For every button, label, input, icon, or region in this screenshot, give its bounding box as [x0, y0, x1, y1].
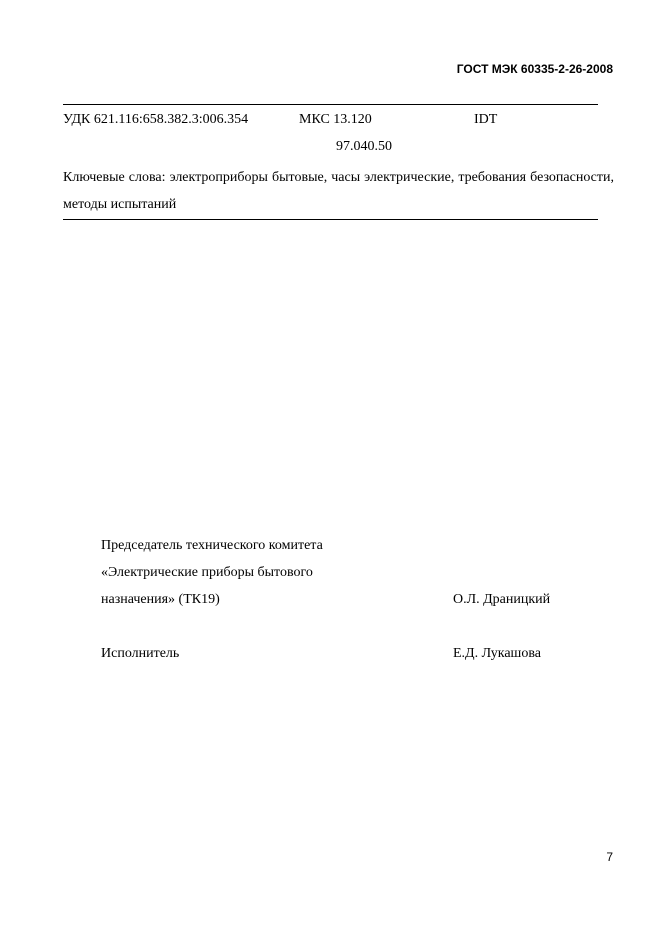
- chair-name: О.Л. Драницкий: [453, 592, 551, 607]
- page-number: 7: [606, 850, 613, 864]
- top-rule: [63, 104, 598, 105]
- chair-title-line2: «Электрические приборы бытового: [101, 565, 313, 580]
- executor-name: Е.Д. Лукашова: [453, 646, 541, 661]
- equivalence-degree: IDT: [474, 112, 498, 127]
- bottom-rule: [63, 219, 598, 220]
- keywords-text: Ключевые слова: электроприборы бытовые, часы электрические, требования безопасности, методы испытаний: [63, 170, 614, 212]
- chair-title-line1: Председатель технического комитета: [101, 538, 323, 553]
- mks-code-second: 97.040.50: [336, 139, 392, 154]
- mks-code: МКС 13.120: [299, 112, 372, 127]
- udk-code: УДК 621.116:658.382.3:006.354: [63, 112, 249, 127]
- chair-title-line3: назначения» (ТК19): [101, 592, 220, 607]
- executor-label: Исполнитель: [101, 646, 180, 661]
- document-code-header: ГОСТ МЭК 60335-2-26-2008: [456, 62, 613, 76]
